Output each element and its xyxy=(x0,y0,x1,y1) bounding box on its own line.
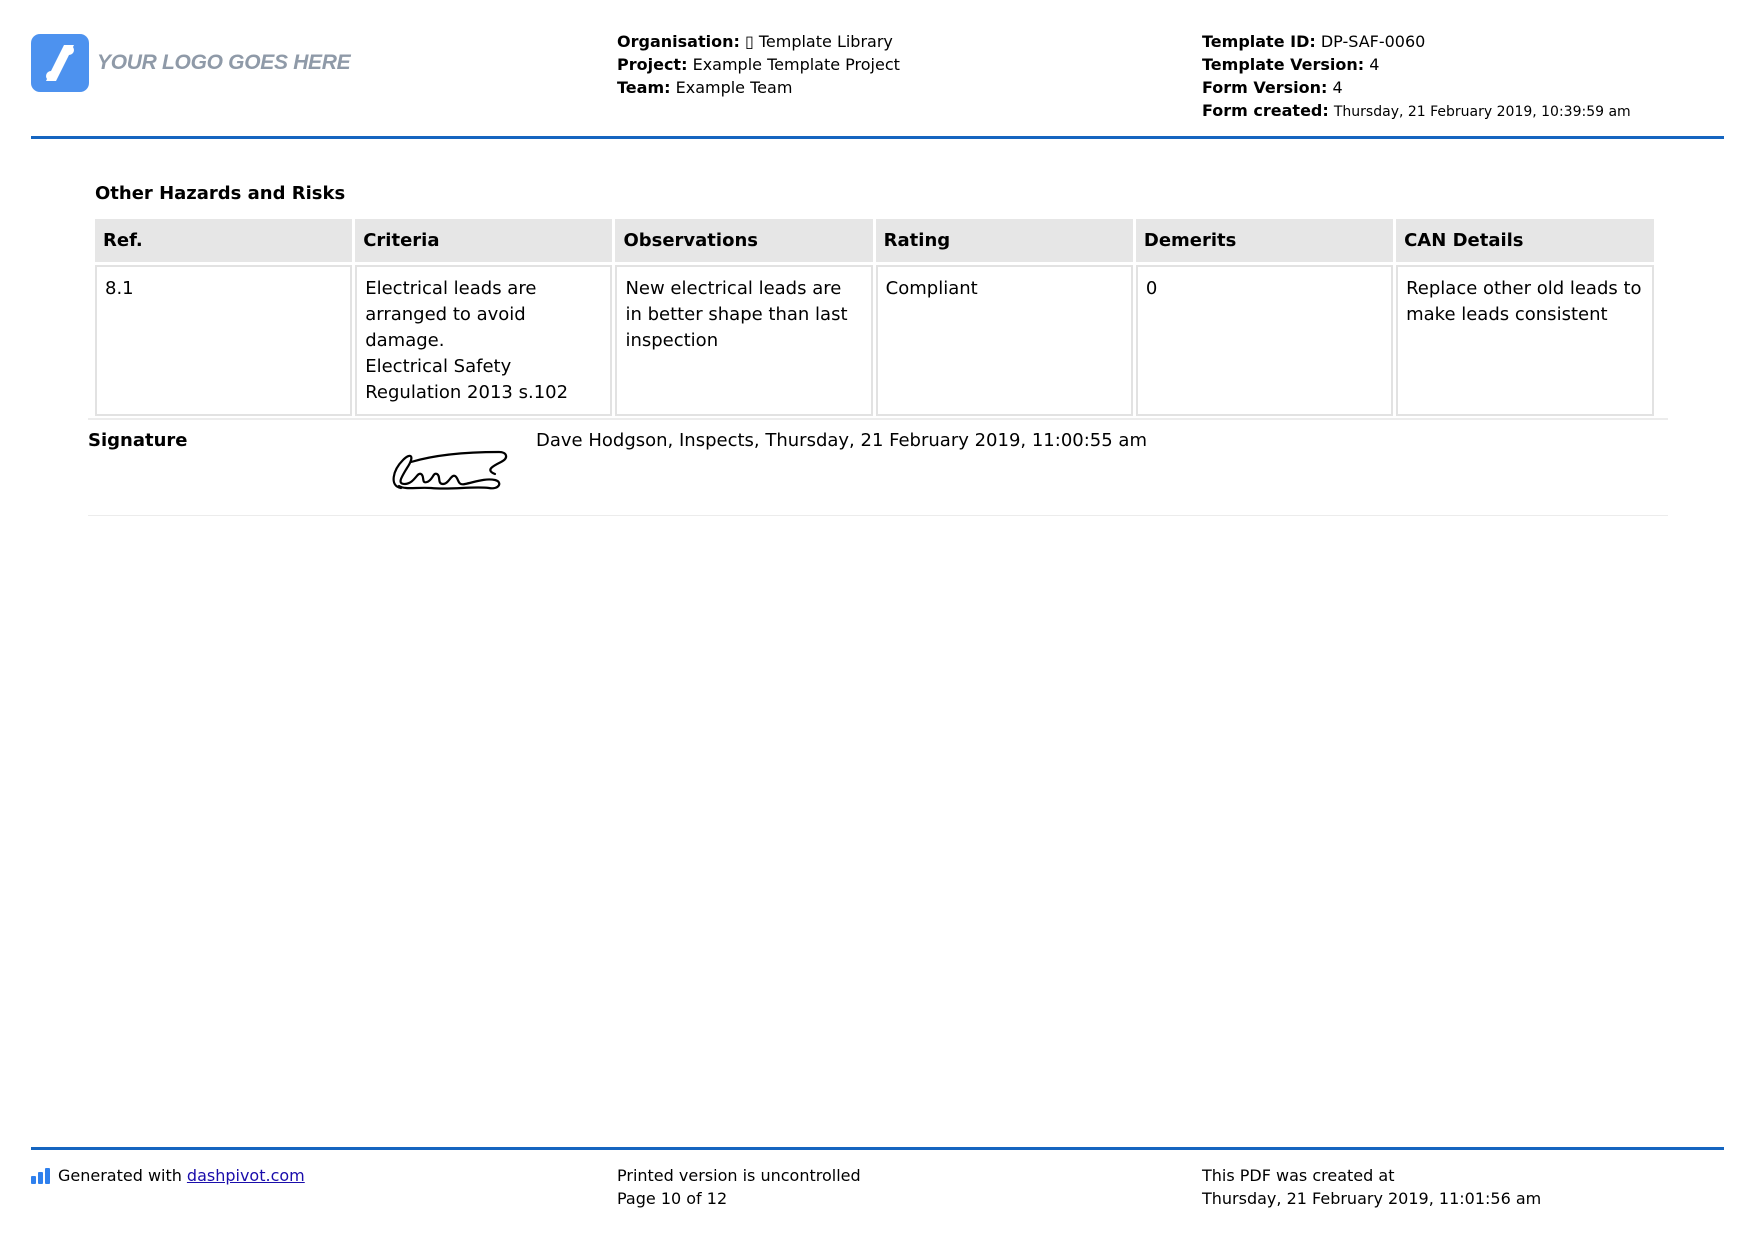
cell-ref: 8.1 xyxy=(95,265,352,416)
cell-demerits: 0 xyxy=(1136,265,1393,416)
footer-generated xyxy=(31,1164,305,1187)
created-label: This PDF was created at xyxy=(1202,1166,1395,1185)
column-header-observations: Observations xyxy=(615,219,872,262)
company-logo xyxy=(31,34,350,92)
template-version-value: 4 xyxy=(1369,55,1380,74)
column-header-demerits: Demerits xyxy=(1136,219,1393,262)
column-header-criteria: Criteria xyxy=(355,219,612,262)
footer-created xyxy=(1202,1164,1541,1210)
template-id-label: Template ID: xyxy=(1202,32,1316,51)
logo-icon xyxy=(31,34,89,92)
criteria-text: Electrical leads are arranged to avoid damage. xyxy=(365,278,537,351)
team-label: Team: xyxy=(617,78,671,97)
form-created-label: Form created: xyxy=(1202,101,1329,120)
form-version-value: 4 xyxy=(1332,78,1343,97)
column-header-ref: Ref. xyxy=(95,219,352,262)
dashpivot-link[interactable]: dashpivot.com xyxy=(186,1166,305,1185)
signature-image xyxy=(381,438,511,498)
column-header-rating: Rating xyxy=(876,219,1133,262)
bar-chart-icon xyxy=(31,1168,50,1184)
uncontrolled-note: Printed version is uncontrolled xyxy=(617,1166,861,1185)
template-id-value: DP-SAF-0060 xyxy=(1320,32,1426,51)
project-value: Example Template Project xyxy=(692,55,900,74)
form-created-value: Thursday, 21 February 2019, 10:39:59 am xyxy=(1333,104,1631,120)
signature-label: Signature xyxy=(88,430,188,451)
footer-page-info xyxy=(617,1164,861,1210)
hazards-table xyxy=(92,216,1657,419)
cell-observations: New electrical leads are in better shape than last inspection xyxy=(615,265,872,416)
cell-can-details: Replace other old leads to make leads consistent xyxy=(1396,265,1654,416)
table-row xyxy=(95,265,1654,416)
organisation-value: ▯ Template Library xyxy=(744,32,893,51)
page-footer xyxy=(31,1147,1724,1208)
organisation-label: Organisation: xyxy=(617,32,740,51)
created-timestamp: Thursday, 21 February 2019, 11:01:56 am xyxy=(1202,1189,1542,1208)
page-number: Page 10 of 12 xyxy=(617,1189,728,1208)
meta-template-block xyxy=(1202,30,1631,124)
generated-prefix: Generated with xyxy=(58,1166,182,1185)
column-header-can-details: CAN Details xyxy=(1396,219,1654,262)
table-header-row xyxy=(95,219,1654,262)
project-label: Project: xyxy=(617,55,688,74)
template-version-label: Template Version: xyxy=(1202,55,1365,74)
page-header xyxy=(31,0,1724,139)
signature-details: Dave Hodgson, Inspects, Thursday, 21 February 2019, 11:00:55 am xyxy=(536,430,1147,451)
team-value: Example Team xyxy=(675,78,793,97)
form-version-label: Form Version: xyxy=(1202,78,1328,97)
cell-criteria xyxy=(355,265,612,416)
meta-organisation-block xyxy=(617,30,900,99)
logo-text: YOUR LOGO GOES HERE xyxy=(97,51,351,74)
section-title: Other Hazards and Risks xyxy=(95,183,346,204)
signature-row xyxy=(88,418,1668,516)
criteria-regulation: Electrical Safety Regulation 2013 s.102 xyxy=(365,356,569,403)
cell-rating: Compliant xyxy=(876,265,1133,416)
